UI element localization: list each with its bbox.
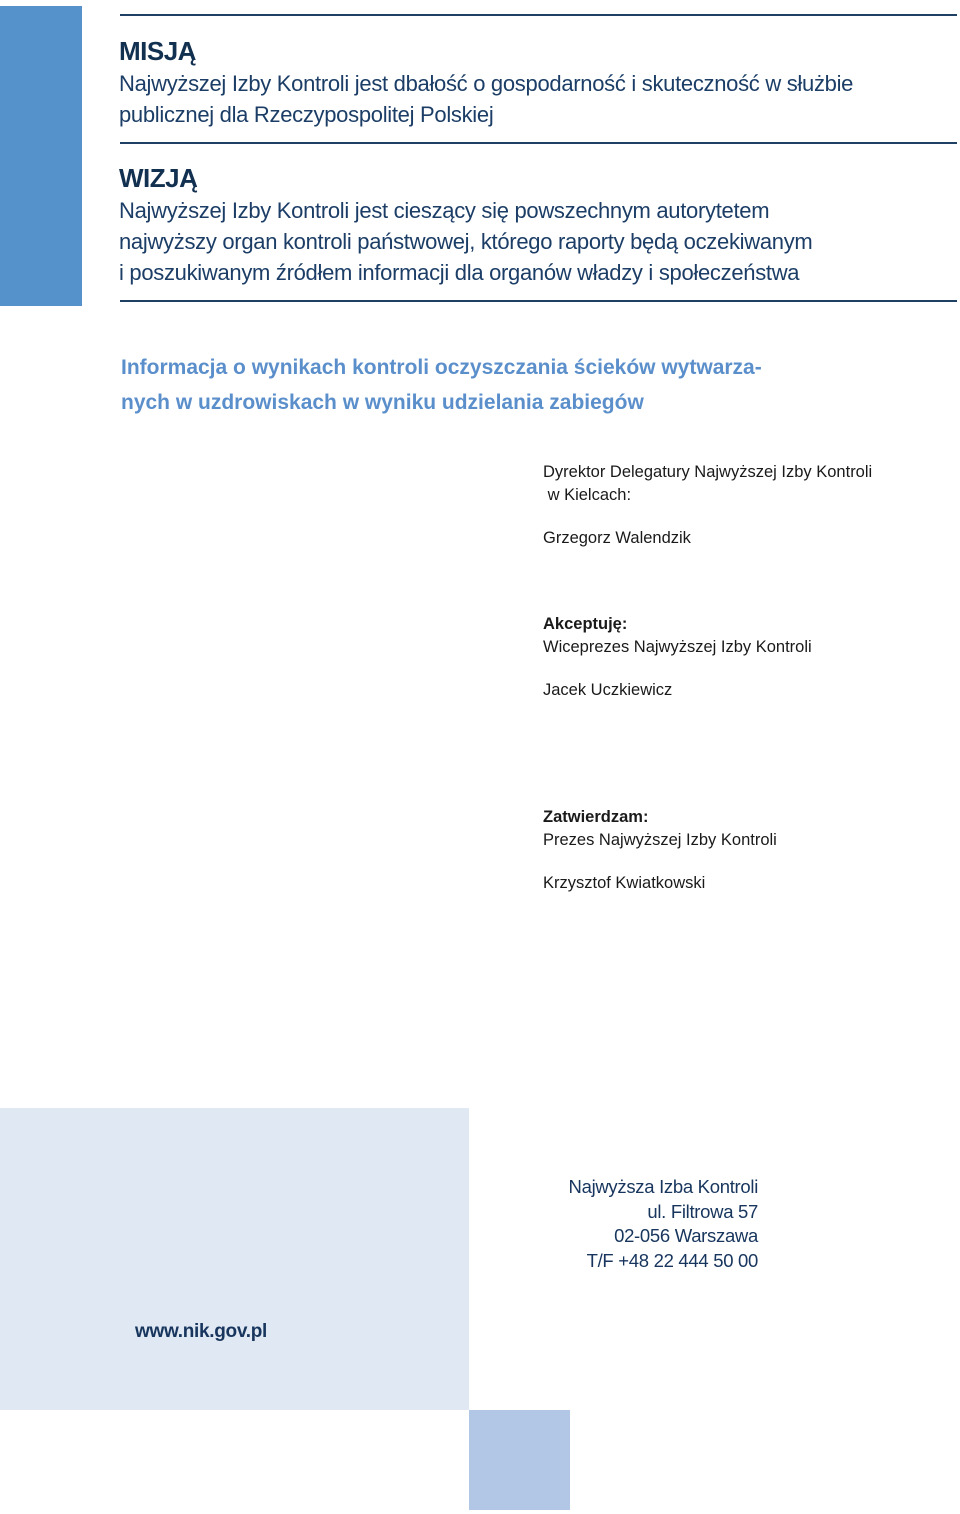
website-link[interactable]: www.nik.gov.pl bbox=[135, 1321, 267, 1342]
address-org: Najwyższa Izba Kontroli bbox=[568, 1176, 758, 1197]
divider-bottom bbox=[120, 300, 957, 302]
vision-line: najwyższy organ kontroli państwowej, którego raporty będą oczekiwanym bbox=[119, 229, 813, 254]
accept-signature-block bbox=[543, 613, 812, 659]
director-role-line: w Kielcach: bbox=[543, 486, 632, 504]
mission-text bbox=[119, 68, 853, 130]
decorative-square bbox=[469, 1410, 570, 1510]
director-role-line: Dyrektor Delegatury Najwyższej Izby Kontroli bbox=[543, 463, 873, 481]
director-name: Grzegorz Walendzik bbox=[543, 529, 691, 547]
accept-label: Akceptuję: bbox=[543, 615, 628, 633]
accept-role: Wiceprezes Najwyższej Izby Kontroli bbox=[543, 638, 812, 656]
document-title-line: Informacja o wynikach kontroli oczyszczania ścieków wytwarza- bbox=[121, 356, 762, 379]
mission-line: publicznej dla Rzeczypospolitej Polskiej bbox=[119, 102, 494, 127]
divider-top bbox=[120, 14, 957, 16]
address-block bbox=[569, 1175, 758, 1273]
divider-middle bbox=[120, 142, 957, 144]
vision-heading: WIZJĄ bbox=[119, 163, 198, 193]
address-city: 02-056 Warszawa bbox=[614, 1225, 758, 1246]
approve-name: Krzysztof Kwiatkowski bbox=[543, 874, 706, 892]
director-signature-block bbox=[543, 461, 872, 507]
vision-text bbox=[119, 195, 812, 288]
vision-line: i poszukiwanym źródłem informacji dla organów władzy i społeczeństwa bbox=[119, 260, 800, 285]
address-panel bbox=[0, 1108, 469, 1410]
approve-label: Zatwierdzam: bbox=[543, 808, 649, 826]
approve-role: Prezes Najwyższej Izby Kontroli bbox=[543, 831, 777, 849]
document-title-line: nych w uzdrowiskach w wyniku udzielania zabiegów bbox=[121, 391, 644, 414]
mission-heading: MISJĄ bbox=[119, 36, 196, 66]
decorative-blue-bar bbox=[0, 6, 82, 306]
vision-line: Najwyższej Izby Kontroli jest cieszący się powszechnym autorytetem bbox=[119, 198, 770, 223]
address-phone: T/F +48 22 444 50 00 bbox=[586, 1249, 758, 1271]
address-street: ul. Filtrowa 57 bbox=[647, 1200, 758, 1222]
document-title bbox=[121, 350, 821, 420]
mission-line: Najwyższej Izby Kontroli jest dbałość o gospodarność i skuteczność w służbie bbox=[119, 71, 854, 96]
accept-name: Jacek Uczkiewicz bbox=[543, 681, 673, 699]
approve-signature-block bbox=[543, 806, 777, 852]
